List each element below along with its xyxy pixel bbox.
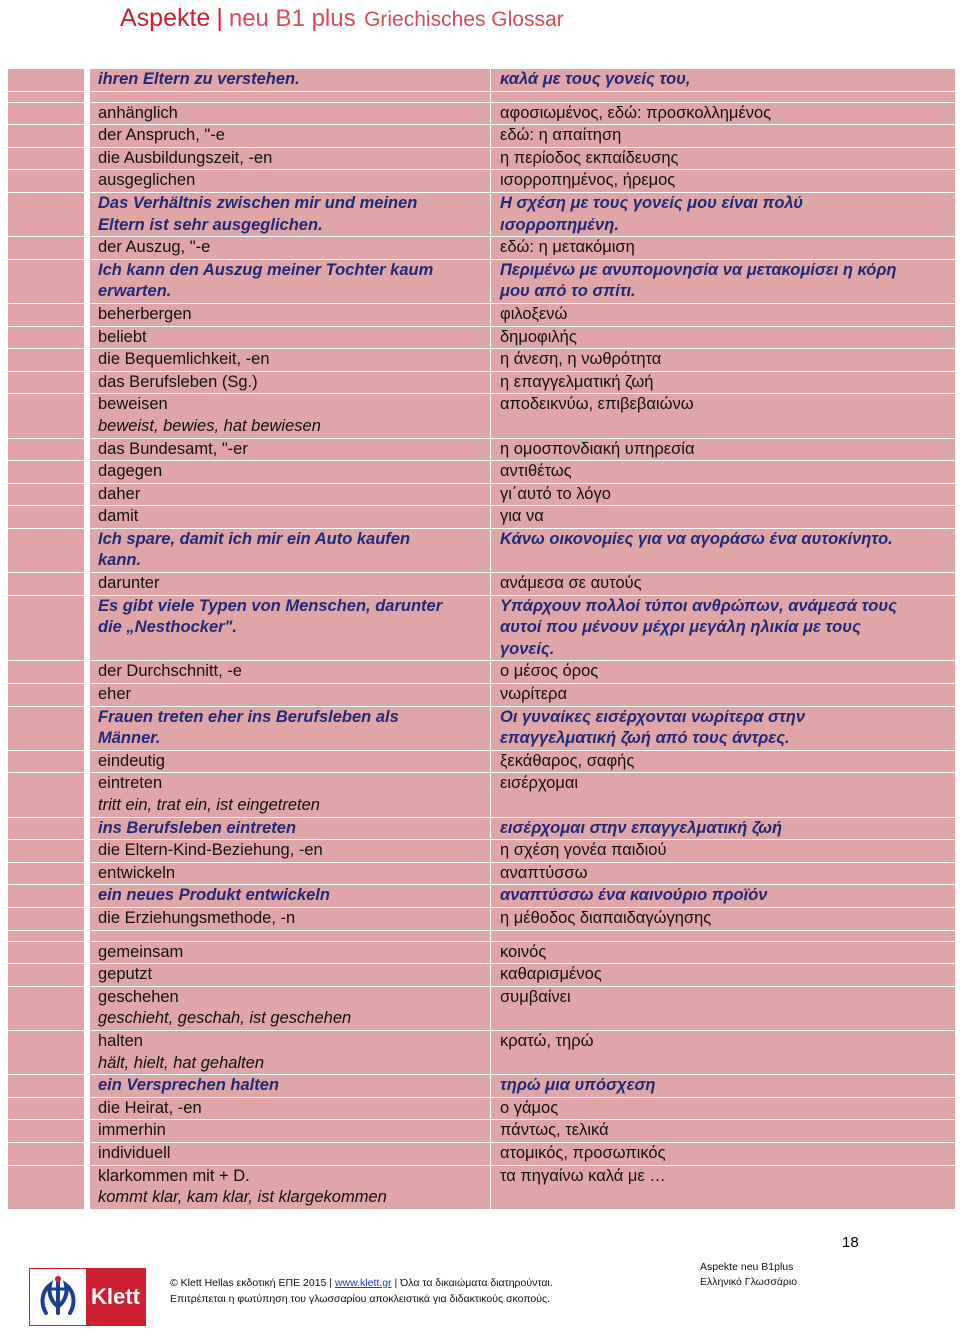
german-term-cell xyxy=(90,596,491,661)
german-term-cell xyxy=(90,751,491,773)
german-term-cell xyxy=(90,1031,491,1074)
glossary-row xyxy=(8,863,956,885)
row-marker xyxy=(8,529,90,572)
german-term-cell xyxy=(90,69,491,91)
term-text: η ομοσπονδιακή υπηρεσία xyxy=(500,439,695,458)
term-text: die Eltern-Kind-Beziehung, -en xyxy=(98,841,323,860)
term-text: ο γάμος xyxy=(500,1098,559,1117)
row-marker xyxy=(8,908,90,930)
row-marker xyxy=(8,439,90,461)
german-term-cell xyxy=(90,461,491,483)
greek-translation-cell xyxy=(491,260,956,303)
example-sentence: Οι γυναίκες εισέρχονται νωρίτερα στην xyxy=(500,707,805,726)
verb-forms: beweist, bewies, hat bewiesen xyxy=(98,416,321,435)
glossary-row xyxy=(8,707,956,750)
term-text: εδώ: η μετακόμιση xyxy=(500,238,635,257)
row-marker xyxy=(8,818,90,840)
term-text: αναπτύσσω xyxy=(500,863,588,882)
german-term-cell xyxy=(90,818,491,840)
greek-translation-cell xyxy=(491,529,956,572)
verb-forms: geschieht, geschah, ist geschehen xyxy=(98,1009,352,1028)
glossary-row xyxy=(8,372,956,394)
term-text: ο μέσος όρος xyxy=(500,662,599,681)
german-term-cell xyxy=(90,193,491,236)
header-separator: | xyxy=(216,4,223,32)
term-text: ισορροπημένος, ήρεμος xyxy=(500,171,676,190)
greek-translation-cell xyxy=(491,1098,956,1120)
german-term-cell xyxy=(90,707,491,750)
german-term-cell xyxy=(90,1166,491,1209)
row-marker xyxy=(8,707,90,750)
german-term-cell xyxy=(90,125,491,147)
term-text: ανάμεσα σε αυτούς xyxy=(500,574,642,593)
term-text: εισέρχομαι xyxy=(500,774,579,793)
glossary-table xyxy=(8,68,956,1210)
glossary-row xyxy=(8,170,956,192)
glossary-title: Griechisches Glossar xyxy=(364,8,564,31)
greek-translation-cell xyxy=(491,1120,956,1142)
term-text: klarkommen mit + D. xyxy=(98,1166,250,1185)
row-marker xyxy=(8,1031,90,1074)
glossary-row xyxy=(8,237,956,259)
row-marker xyxy=(8,304,90,326)
row-marker xyxy=(8,1120,90,1142)
german-term-cell xyxy=(90,394,491,437)
greek-translation-cell xyxy=(491,327,956,349)
german-term-cell xyxy=(90,484,491,506)
row-marker xyxy=(8,942,90,964)
term-text: γι΄αυτό το λόγο xyxy=(500,484,611,503)
row-marker xyxy=(8,148,90,170)
example-sentence: Ich kann den Auszug meiner Tochter kaum xyxy=(98,260,434,279)
glossary-row xyxy=(8,840,956,862)
greek-translation-cell xyxy=(491,661,956,683)
example-sentence: καλά με τους γονείς του, xyxy=(500,70,691,88)
row-marker xyxy=(8,461,90,483)
term-text: entwickeln xyxy=(98,863,176,882)
german-term-cell xyxy=(90,931,491,941)
glossary-row xyxy=(8,885,956,907)
term-text: αφοσιωμένος, εδώ: προσκολλημένος xyxy=(500,103,772,122)
greek-translation-cell xyxy=(491,573,956,595)
glossary-row xyxy=(8,661,956,683)
glossary-row xyxy=(8,484,956,506)
term-text: πάντως, τελικά xyxy=(500,1121,609,1140)
term-text: damit xyxy=(98,507,139,526)
glossary-row xyxy=(8,987,956,1030)
row-marker xyxy=(8,327,90,349)
term-text: individuell xyxy=(98,1143,171,1162)
row-marker xyxy=(8,931,90,941)
term-text: eintreten xyxy=(98,774,163,793)
glossary-row xyxy=(8,529,956,572)
german-term-cell xyxy=(90,372,491,394)
example-sentence: die „Nesthocker". xyxy=(98,618,237,637)
spacer-row xyxy=(8,92,956,102)
spacer-row xyxy=(8,931,956,941)
row-marker xyxy=(8,661,90,683)
row-marker xyxy=(8,964,90,986)
german-term-cell xyxy=(90,863,491,885)
german-term-cell xyxy=(90,987,491,1030)
term-text: die Heirat, -en xyxy=(98,1098,202,1117)
greek-translation-cell xyxy=(491,707,956,750)
german-term-cell xyxy=(90,964,491,986)
row-marker xyxy=(8,751,90,773)
example-sentence: Ich spare, damit ich mir ein Auto kaufen xyxy=(98,529,411,548)
german-term-cell xyxy=(90,260,491,303)
greek-translation-cell xyxy=(491,439,956,461)
footer-book-title: Aspekte neu B1plus xyxy=(700,1261,794,1273)
greek-translation-cell xyxy=(491,237,956,259)
german-term-cell xyxy=(90,573,491,595)
glossary-row xyxy=(8,193,956,236)
glossary-row xyxy=(8,506,956,528)
glossary-row xyxy=(8,773,956,816)
german-term-cell xyxy=(90,148,491,170)
greek-translation-cell xyxy=(491,372,956,394)
example-sentence: ein neues Produkt entwickeln xyxy=(98,886,330,905)
row-marker xyxy=(8,103,90,125)
row-marker xyxy=(8,394,90,437)
verb-forms: tritt ein, trat ein, ist eingetreten xyxy=(98,796,320,814)
term-text: dagegen xyxy=(98,462,163,481)
term-text: η επαγγελματική ζωή xyxy=(500,372,654,391)
verb-forms: hält, hielt, hat gehalten xyxy=(98,1053,265,1072)
german-term-cell xyxy=(90,1075,491,1097)
greek-translation-cell xyxy=(491,394,956,437)
greek-translation-cell xyxy=(491,92,956,102)
term-text: gemeinsam xyxy=(98,942,184,961)
glossary-row xyxy=(8,684,956,706)
greek-translation-cell xyxy=(491,506,956,528)
term-text: συμβαίνει xyxy=(500,987,571,1006)
term-text: halten xyxy=(98,1031,143,1050)
greek-translation-cell xyxy=(491,125,956,147)
row-marker xyxy=(8,349,90,371)
greek-translation-cell xyxy=(491,908,956,930)
glossary-row xyxy=(8,818,956,840)
term-text: τα πηγαίνω καλά με … xyxy=(500,1166,666,1185)
page-header xyxy=(120,4,564,36)
term-text: das Bundesamt, "-er xyxy=(98,439,248,458)
glossary-row xyxy=(8,125,956,147)
term-text: η άνεση, η νωθρότητα xyxy=(500,350,662,369)
glossary-row xyxy=(8,327,956,349)
greek-translation-cell xyxy=(491,103,956,125)
glossary-row xyxy=(8,439,956,461)
term-text: der Durchschnitt, -e xyxy=(98,662,242,681)
row-marker xyxy=(8,506,90,528)
row-marker xyxy=(8,193,90,236)
klett-wordmark: Klett xyxy=(86,1269,145,1325)
example-sentence: Κάνω οικονομίες για να αγοράσω ένα αυτοκίνητο. xyxy=(500,529,893,548)
row-marker xyxy=(8,1143,90,1165)
term-text: immerhin xyxy=(98,1121,166,1140)
greek-translation-cell xyxy=(491,193,956,236)
term-text: darunter xyxy=(98,574,160,593)
german-term-cell xyxy=(90,885,491,907)
course-title: neu B1 plus xyxy=(228,5,356,32)
term-text: εδώ: η απαίτηση xyxy=(500,126,622,145)
term-text: κρατώ, τηρώ xyxy=(500,1031,594,1050)
german-term-cell xyxy=(90,908,491,930)
greek-translation-cell xyxy=(491,987,956,1030)
klett-logo xyxy=(29,1268,146,1326)
german-term-cell xyxy=(90,327,491,349)
term-text: daher xyxy=(98,484,141,503)
german-term-cell xyxy=(90,840,491,862)
example-sentence: μου από το σπίτι. xyxy=(500,282,636,301)
glossary-row xyxy=(8,69,956,91)
brand-title: Aspekte xyxy=(120,4,211,32)
term-text: φιλοξενώ xyxy=(500,304,568,323)
term-text: η περίοδος εκπαίδευσης xyxy=(500,148,679,167)
glossary-row xyxy=(8,573,956,595)
term-text: η σχέση γονέα παιδιού xyxy=(500,841,667,860)
glossary-row xyxy=(8,1098,956,1120)
term-text: αντιθέτως xyxy=(500,462,572,481)
row-marker xyxy=(8,885,90,907)
german-term-cell xyxy=(90,304,491,326)
footer-permission: Επιτρέπεται η φωτύπηση του γλωσσαρίου αποκλειστικά για διδακτικούς σκοπούς. xyxy=(170,1293,550,1305)
greek-translation-cell xyxy=(491,461,956,483)
glossary-row xyxy=(8,596,956,661)
greek-translation-cell xyxy=(491,931,956,941)
glossary-row xyxy=(8,304,956,326)
row-marker xyxy=(8,1075,90,1097)
row-marker xyxy=(8,237,90,259)
glossary-row xyxy=(8,964,956,986)
glossary-row xyxy=(8,148,956,170)
example-sentence: Η σχέση με τους γονείς μου είναι πολύ xyxy=(500,193,804,212)
verb-forms: kommt klar, kam klar, ist klargekommen xyxy=(98,1188,387,1207)
german-term-cell xyxy=(90,92,491,102)
glossary-row xyxy=(8,942,956,964)
footer-copyright: © Klett Hellas εκδοτική ΕΠΕ 2015 | xyxy=(170,1277,333,1289)
example-sentence: τηρώ μια υπόσχεση xyxy=(500,1076,656,1095)
term-text: der Auszug, "-e xyxy=(98,238,211,257)
klett-emblem-icon xyxy=(30,1269,86,1325)
term-text: ξεκάθαρος, σαφής xyxy=(500,751,635,770)
greek-translation-cell xyxy=(491,349,956,371)
glossary-row xyxy=(8,394,956,437)
glossary-row xyxy=(8,103,956,125)
term-text: eindeutig xyxy=(98,751,165,770)
german-term-cell xyxy=(90,506,491,528)
greek-translation-cell xyxy=(491,1143,956,1165)
greek-translation-cell xyxy=(491,942,956,964)
example-sentence: Frauen treten eher ins Berufsleben als xyxy=(98,707,399,726)
row-marker xyxy=(8,1166,90,1209)
term-text: die Erziehungsmethode, -n xyxy=(98,908,296,927)
glossary-row xyxy=(8,908,956,930)
term-text: die Bequemlichkeit, -en xyxy=(98,350,270,369)
german-term-cell xyxy=(90,439,491,461)
glossary-row xyxy=(8,461,956,483)
term-text: δημοφιλής xyxy=(500,327,577,346)
term-text: eher xyxy=(98,685,132,704)
term-text: ausgeglichen xyxy=(98,171,196,190)
greek-translation-cell xyxy=(491,684,956,706)
example-sentence: επαγγελματική ζωή από τους άντρες. xyxy=(500,729,790,748)
row-marker xyxy=(8,987,90,1030)
footer-book-subtitle: Ελληνικό Γλωσσάριο xyxy=(700,1276,798,1288)
row-marker xyxy=(8,863,90,885)
term-text: die Ausbildungszeit, -en xyxy=(98,148,273,167)
footer-link[interactable]: www.klett.gr xyxy=(334,1277,392,1289)
german-term-cell xyxy=(90,103,491,125)
row-marker xyxy=(8,773,90,816)
footer-copyright-line xyxy=(170,1277,553,1289)
german-term-cell xyxy=(90,349,491,371)
glossary-row xyxy=(8,1031,956,1074)
greek-translation-cell xyxy=(491,840,956,862)
greek-translation-cell xyxy=(491,863,956,885)
row-marker xyxy=(8,92,90,102)
example-sentence: ισορροπημένη. xyxy=(500,215,619,234)
greek-translation-cell xyxy=(491,964,956,986)
german-term-cell xyxy=(90,237,491,259)
term-text: geputzt xyxy=(98,965,153,984)
example-sentence: Das Verhältnis zwischen mir und meinen xyxy=(98,193,418,212)
row-marker xyxy=(8,1098,90,1120)
greek-translation-cell xyxy=(491,885,956,907)
greek-translation-cell xyxy=(491,1031,956,1074)
term-text: κοινός xyxy=(500,942,547,961)
page-number: 18 xyxy=(842,1234,859,1251)
greek-translation-cell xyxy=(491,818,956,840)
term-text: για να xyxy=(500,507,544,526)
glossary-row xyxy=(8,751,956,773)
german-term-cell xyxy=(90,170,491,192)
row-marker xyxy=(8,69,90,91)
german-term-cell xyxy=(90,773,491,816)
example-sentence: γονείς. xyxy=(500,639,555,658)
greek-translation-cell xyxy=(491,148,956,170)
example-sentence: Eltern ist sehr ausgeglichen. xyxy=(98,215,323,234)
german-term-cell xyxy=(90,529,491,572)
row-marker xyxy=(8,573,90,595)
greek-translation-cell xyxy=(491,1166,956,1209)
german-term-cell xyxy=(90,661,491,683)
greek-translation-cell xyxy=(491,1075,956,1097)
german-term-cell xyxy=(90,1120,491,1142)
greek-translation-cell xyxy=(491,304,956,326)
example-sentence: Es gibt viele Typen von Menschen, darunter xyxy=(98,596,443,615)
row-marker xyxy=(8,484,90,506)
footer-rights: | Όλα τα δικαιώματα διατηρούνται. xyxy=(394,1277,553,1289)
greek-translation-cell xyxy=(491,751,956,773)
example-sentence: εισέρχομαι στην επαγγελματική ζωή xyxy=(500,818,783,837)
row-marker xyxy=(8,840,90,862)
example-sentence: αυτοί που μένουν μέχρι μεγάλη ηλικία με τους xyxy=(500,618,861,637)
glossary-row xyxy=(8,1143,956,1165)
row-marker xyxy=(8,684,90,706)
term-text: beweisen xyxy=(98,395,168,414)
term-text: ατομικός, προσωπικός xyxy=(500,1143,666,1162)
example-sentence: Υπάρχουν πολλοί τύποι ανθρώπων, ανάμεσά τους xyxy=(500,596,897,615)
german-term-cell xyxy=(90,684,491,706)
term-text: der Anspruch, "-e xyxy=(98,126,225,145)
term-text: anhänglich xyxy=(98,103,178,122)
example-sentence: αναπτύσσω ένα καινούριο προϊόν xyxy=(500,886,768,905)
term-text: beliebt xyxy=(98,327,147,346)
greek-translation-cell xyxy=(491,69,956,91)
row-marker xyxy=(8,372,90,394)
example-sentence: Περιμένω με ανυπομονησία να μετακομίσει η κόρη xyxy=(500,260,897,279)
term-text: geschehen xyxy=(98,987,179,1006)
german-term-cell xyxy=(90,1143,491,1165)
example-sentence: kann. xyxy=(98,551,142,570)
example-sentence: ein Versprechen halten xyxy=(98,1076,279,1095)
term-text: das Berufsleben (Sg.) xyxy=(98,372,258,391)
row-marker xyxy=(8,125,90,147)
greek-translation-cell xyxy=(491,773,956,816)
greek-translation-cell xyxy=(491,484,956,506)
term-text: καθαρισμένος xyxy=(500,965,602,984)
glossary-row xyxy=(8,1075,956,1097)
example-sentence: Männer. xyxy=(98,729,161,748)
glossary-row xyxy=(8,260,956,303)
german-term-cell xyxy=(90,1098,491,1120)
example-sentence: erwarten. xyxy=(98,282,172,301)
glossary-row xyxy=(8,349,956,371)
german-term-cell xyxy=(90,942,491,964)
term-text: αποδεικνύω, επιβεβαιώνω xyxy=(500,395,694,414)
greek-translation-cell xyxy=(491,596,956,661)
example-sentence: ins Berufsleben eintreten xyxy=(98,818,297,837)
term-text: beherbergen xyxy=(98,304,192,323)
term-text: νωρίτερα xyxy=(500,685,567,704)
greek-translation-cell xyxy=(491,170,956,192)
term-text: η μέθοδος διαπαιδαγώγησης xyxy=(500,908,712,927)
row-marker xyxy=(8,260,90,303)
glossary-row xyxy=(8,1166,956,1209)
row-marker xyxy=(8,596,90,661)
row-marker xyxy=(8,170,90,192)
example-sentence: ihren Eltern zu verstehen. xyxy=(98,70,300,88)
glossary-row xyxy=(8,1120,956,1142)
